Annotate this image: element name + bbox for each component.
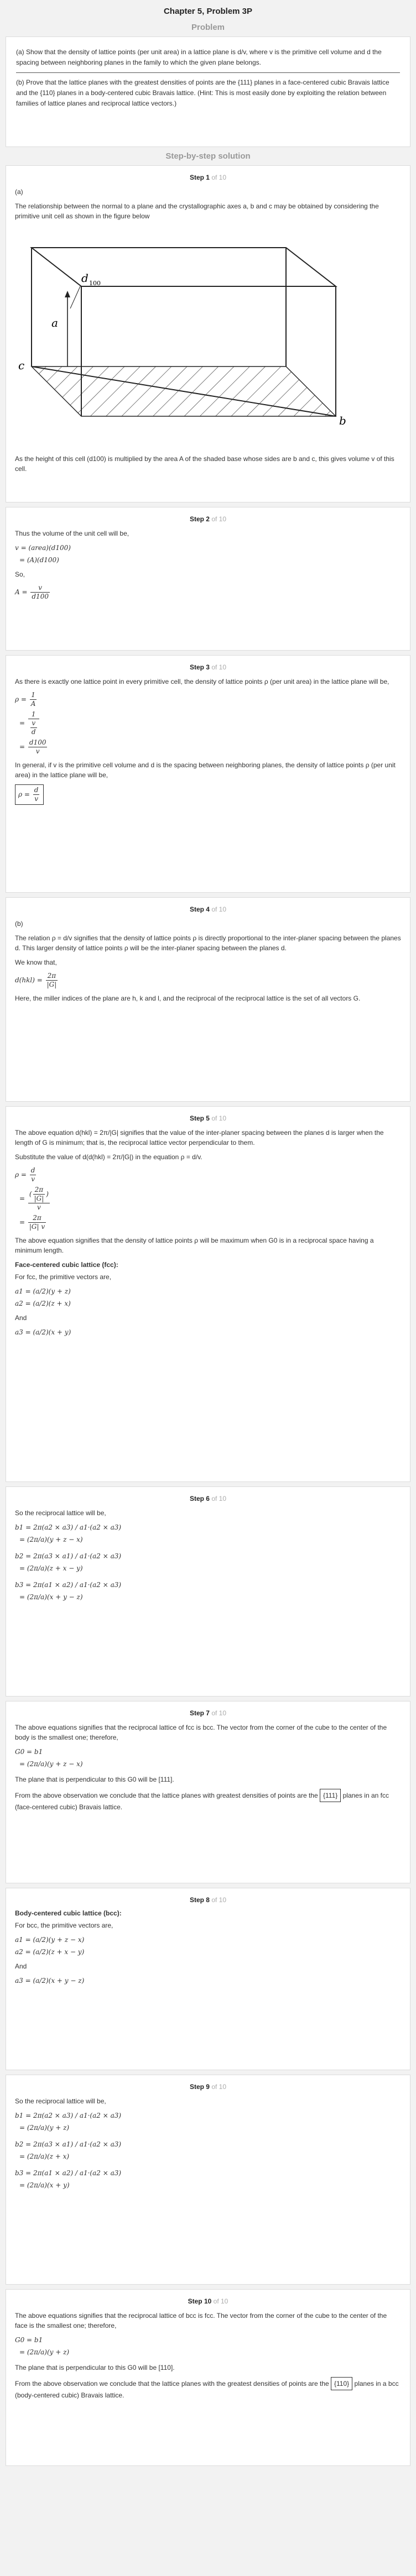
step-count: of 10	[211, 515, 227, 523]
arrow-head	[65, 291, 70, 297]
divider	[16, 72, 400, 73]
denominator: A	[30, 700, 36, 708]
step-count: of 10	[211, 663, 227, 671]
numerator: v	[30, 584, 50, 593]
step-card-8	[6, 1888, 410, 2070]
step-label: Step 2	[189, 515, 210, 523]
fraction	[33, 786, 40, 803]
denominator: |G| v	[29, 1223, 45, 1231]
step-card-5	[6, 1106, 410, 1482]
step-card-4	[6, 897, 410, 1102]
equation: b3 = 2π(a1 × a2) / a1·(a2 × a3)	[15, 2169, 122, 2177]
step-count: of 10	[211, 1896, 227, 1904]
step-label: Step 10	[188, 2297, 212, 2305]
unit-cell-diagram	[15, 226, 369, 447]
equation	[19, 710, 401, 736]
step-text: As the height of this cell (d100) is multiplied by the area A of the shaded base whose sides are b and c, this gives volume v of this cell.	[15, 455, 394, 473]
numerator: 1	[30, 691, 37, 700]
answer-box: {111}	[320, 1789, 341, 1802]
equation	[19, 1186, 401, 1212]
equation	[15, 691, 401, 708]
equation: G0 = b1	[15, 1748, 43, 1756]
top-face	[32, 248, 336, 286]
solution-heading: Step-by-step solution	[165, 151, 251, 161]
step-header	[15, 2083, 401, 2091]
problem-heading: Problem	[191, 23, 225, 32]
step-text: The above equations signifies that the reciprocal lattice of fcc is bcc. The vector from the corner of the cube to the center of the body is the smallest one; therefore,	[15, 1724, 387, 1741]
step-label: Step 9	[189, 2083, 210, 2091]
denominator: v	[37, 1203, 41, 1211]
eq-lhs: ρ =	[15, 695, 27, 703]
equation: = (2π/a)(z + x − y)	[19, 1564, 83, 1572]
step-header	[15, 663, 401, 671]
step-text: For fcc, the primitive vectors are,	[15, 1273, 112, 1281]
step-label: Step 3	[189, 663, 210, 671]
fraction	[28, 1214, 46, 1231]
step-text: The above equation signifies that the density of lattice points ρ will be maximum when G0 is in a reciprocal space having a minimum length.	[15, 1237, 374, 1254]
eq-lhs: d(hkl) =	[15, 976, 43, 984]
step-card-1	[6, 165, 410, 502]
step-part-label: (a)	[15, 188, 23, 196]
step-label: Step 6	[189, 1495, 210, 1502]
eq-lhs: ρ =	[15, 1171, 27, 1179]
problem-part-a: (a) Show that the density of lattice points (per unit area) in a lattice plane is d/v, where v is the primitive cell volume and d the spacing between neighboring planes in the family to which the given plane belongs.	[16, 48, 382, 66]
fraction	[33, 1186, 45, 1203]
label-d-sub: 100	[89, 280, 101, 287]
step-count: of 10	[211, 905, 227, 913]
step-text: In general, if v is the primitive cell volume and d is the spacing between neighboring planes, the density of lattice points ρ (per unit area) in the lattice plane will be,	[15, 761, 396, 779]
step-label: Step 4	[189, 905, 210, 913]
equation	[15, 1166, 401, 1184]
equation: a1 = (a/2)(y + z − x)	[15, 1936, 85, 1944]
denominator: v	[31, 1175, 35, 1183]
problem-card	[6, 36, 410, 147]
step-text: Thus the volume of the unit cell will be,	[15, 530, 129, 537]
equation: a2 = (a/2)(z + x − y)	[15, 1948, 85, 1956]
equation: a3 = (a/2)(x + y)	[15, 1328, 71, 1336]
numerator: d100	[29, 739, 46, 746]
step-card-10	[6, 2289, 410, 2466]
eq-lhs: =	[19, 1218, 25, 1226]
step-label: Step 7	[189, 1709, 210, 1717]
equation: = (2π/a)(y + z − x)	[19, 1536, 83, 1543]
step-card-3	[6, 655, 410, 893]
step-text: The relation ρ = d/v signifies that the density of lattice points ρ is directly proportional to the inter-planer spacing between the planes d. This larger density of lattice points ρ will be the inter-planer spacing between the planes d.	[15, 934, 401, 952]
numerator: 2π	[28, 1214, 46, 1223]
fraction	[28, 710, 39, 736]
step-label: Step 8	[189, 1896, 210, 1904]
step-text: The above equations signifies that the reciprocal lattice of bcc is fcc. The vector from the corner of the cube to the center of the face is the smallest one; therefore,	[15, 2312, 387, 2329]
equation: = (2π/a)(x + y − z)	[19, 1593, 83, 1601]
eq-lhs: A =	[15, 588, 28, 596]
step-text: And	[15, 1314, 27, 1322]
eq-lhs: =	[19, 1195, 25, 1202]
numerator: ( $\frac{2\pi}{|G|}$ )	[29, 1186, 49, 1202]
eq-lhs: ρ =	[18, 790, 30, 798]
step-text: We know that,	[15, 959, 57, 966]
conclusion-text: From the above observation we conclude that the lattice planes with greatest densities of points are the	[15, 1792, 318, 1799]
result-box	[15, 784, 44, 805]
equation: b2 = 2π(a3 × a1) / a1·(a2 × a3)	[15, 1552, 122, 1560]
answer-box: {110}	[331, 2377, 352, 2390]
step-count: of 10	[211, 1709, 227, 1717]
equation: b1 = 2π(a2 × a3) / a1·(a2 × a3)	[15, 1523, 122, 1531]
numerator: d	[34, 786, 39, 794]
step-count: of 10	[213, 2297, 228, 2305]
equation: a1 = (a/2)(y + z)	[15, 1287, 71, 1295]
label-b: b	[339, 414, 346, 427]
equation: b3 = 2π(a1 × a2) / a1·(a2 × a3)	[15, 1581, 122, 1589]
step-text: The plane that is perpendicular to this G0 will be [111].	[15, 1776, 174, 1783]
step-count: of 10	[211, 2083, 227, 2091]
denominator: d	[31, 728, 36, 736]
step-card-9	[6, 2075, 410, 2285]
step-text: So the reciprocal lattice will be,	[15, 2097, 106, 2105]
step-label: Step 1	[189, 174, 210, 181]
denominator: d100	[32, 593, 49, 600]
unit-cell-figure	[15, 226, 401, 448]
equation	[15, 584, 401, 601]
fraction	[30, 719, 37, 736]
step-text: For bcc, the primitive vectors are,	[15, 1921, 113, 1929]
step-text: As there is exactly one lattice point in every primitive cell, the density of lattice points ρ (per unit area) in the lattice plane will be,	[15, 678, 389, 685]
equation: = (2π/a)(x + y)	[19, 2181, 70, 2189]
equation: b2 = 2π(a3 × a1) / a1·(a2 × a3)	[15, 2140, 122, 2148]
label-a: a	[51, 316, 58, 329]
step-text: The relationship between the normal to a plane and the crystallographic axes a, b and c may be obtained by considering the primitive unit cell as shown in the figure below	[15, 202, 379, 220]
step-header	[15, 1114, 401, 1122]
step-part-label: (b)	[15, 920, 23, 928]
equation: = (2π/a)(y + z)	[19, 2348, 70, 2356]
step-card-6	[6, 1486, 410, 1697]
subheading: Body-centered cubic lattice (bcc):	[15, 1909, 122, 1917]
step-text: So,	[15, 570, 25, 578]
denominator: v	[34, 795, 38, 803]
step-header	[15, 1896, 401, 1904]
equation: b1 = 2π(a2 × a3) / a1·(a2 × a3)	[15, 2112, 122, 2119]
label-c: c	[18, 359, 25, 372]
fraction	[28, 739, 48, 756]
conclusion	[15, 1789, 401, 1812]
equation: a2 = (a/2)(z + x)	[15, 1300, 71, 1307]
equation: = (2π/a)(y + z − x)	[19, 1760, 83, 1768]
leader-line	[70, 286, 80, 308]
equation: = (A)(d100)	[19, 556, 59, 564]
denominator: |G|	[34, 1195, 44, 1202]
step-text: And	[15, 1962, 27, 1970]
step-header	[15, 1709, 401, 1717]
conclusion-text: From the above observation we conclude that the lattice planes with the greatest densities of points are the	[15, 2380, 329, 2387]
step-text: The plane that is perpendicular to this G0 will be [110].	[15, 2364, 175, 2371]
fraction	[28, 1186, 50, 1212]
denominator	[28, 719, 39, 736]
numerator: v	[30, 719, 37, 728]
equation: = (2π/a)(z + x)	[19, 2153, 70, 2160]
equation	[15, 972, 401, 989]
problem-part-b: (b) Prove that the lattice planes with the greatest densities of points are the {111} planes in a face-centered cubic Bravais lattice and the {110} planes in a body-centered cubic Bravais lattice. (Hint: This is most easily done by exploiting the relation between families of lattice planes and reciprocal lattice vectors.)	[16, 78, 389, 107]
step-count: of 10	[211, 174, 227, 181]
step-label: Step 5	[189, 1114, 210, 1122]
fraction	[30, 691, 37, 708]
conclusion	[15, 2377, 401, 2400]
denominator: |G|	[46, 981, 57, 988]
step-count: of 10	[211, 1495, 227, 1502]
step-text: So the reciprocal lattice will be,	[15, 1509, 106, 1517]
step-count: of 10	[211, 1114, 227, 1122]
page-title: Chapter 5, Problem 3P	[163, 7, 253, 16]
subheading: Face-centered cubic lattice (fcc):	[15, 1261, 118, 1269]
denominator: v	[35, 747, 40, 755]
step-text: The above equation d(hkl) = 2π/|G| signifies that the value of the inter-planer spacing between the planes d is larger when the length of G is minimum; that is, the reciprocal lattice vector perpendicular to them.	[15, 1129, 384, 1146]
step-header	[15, 905, 401, 913]
step-card-2	[6, 507, 410, 651]
numerator: d	[30, 1166, 35, 1174]
numerator: 2π	[46, 972, 58, 981]
eq-lhs: =	[19, 743, 25, 751]
step-text: Substitute the value of d(d(hkl) = 2π/|G|) in the equation ρ = d/v.	[15, 1153, 202, 1161]
equation	[19, 739, 401, 756]
step-header	[15, 2297, 401, 2305]
step-header	[15, 515, 401, 523]
boxed-result	[15, 784, 401, 805]
fraction	[30, 1166, 37, 1184]
eq-lhs: =	[19, 719, 25, 727]
equation: a3 = (a/2)(x + y − z)	[15, 1977, 85, 1985]
fraction	[30, 584, 50, 601]
equation: G0 = b1	[15, 2336, 43, 2344]
step-text: Here, the miller indices of the plane are h, k and l, and the reciprocal of the reciprocal lattice is the set of all vectors G.	[15, 994, 361, 1002]
step-header	[15, 1495, 401, 1502]
numerator: 1	[28, 710, 39, 719]
numerator: 2π	[33, 1186, 45, 1195]
conclusion-text: planes in an fcc (face-centered cubic) Bravais lattice.	[15, 1792, 389, 1811]
equation: = (2π/a)(y + z)	[19, 2124, 70, 2132]
step-header	[15, 174, 401, 181]
equation	[19, 1214, 401, 1231]
conclusion-text: planes in a bcc (body-centered cubic) Bravais lattice.	[15, 2380, 399, 2399]
fraction	[46, 972, 58, 989]
equation: v = (area)(d100)	[15, 544, 71, 552]
label-d: d	[81, 271, 89, 285]
step-card-7	[6, 1701, 410, 1883]
